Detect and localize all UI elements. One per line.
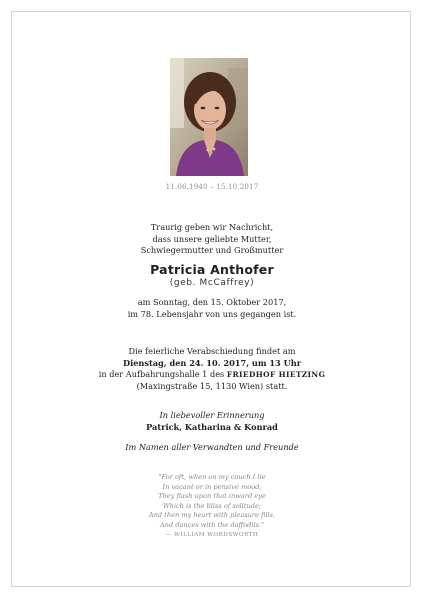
maiden-name: (geb. McCaffrey) xyxy=(169,278,255,288)
announcement-line: Traurig geben wir Nachricht, xyxy=(150,222,274,232)
funeral-intro: Die feierliche Verabschiedung findet am xyxy=(128,346,296,356)
remembrance-intro: In liebevoller Erinnerung xyxy=(159,410,265,420)
poem-line: Which is the bliss of solitude; xyxy=(162,501,262,510)
poem-line: "For oft, when on my couch I lie xyxy=(158,473,266,481)
deceased-name: Patricia Anthofer xyxy=(150,262,274,277)
announcement-line: Schwiegermutter und Großmutter xyxy=(140,245,284,255)
name-block xyxy=(0,262,424,289)
remembrance-names: Patrick, Katharina & Konrad xyxy=(146,421,278,432)
poem-line: In vacant or in pensive mood, xyxy=(162,482,262,491)
cemetery-name: FRIEDHOF HIETZING xyxy=(226,370,326,379)
funeral-location-prefix: in der Aufbahrungshalle 1 des xyxy=(98,369,227,379)
portrait-image xyxy=(170,58,248,176)
poem-line: And dances with the daffodils." xyxy=(159,520,265,529)
poem-author: — WILLIAM WORDSWORTH xyxy=(165,531,259,538)
funeral-address: (Maxingstraße 15, 1130 Wien) statt. xyxy=(136,380,288,391)
death-notice-block xyxy=(0,297,424,320)
poem-line: And then my heart with pleasure fills, xyxy=(148,511,276,520)
portrait-photo xyxy=(170,58,248,176)
poem-line: They flash upon that inward eye xyxy=(158,492,266,501)
death-notice-line: am Sonntag, den 15. Oktober 2017, xyxy=(137,297,287,307)
announcement-line: dass unsere geliebte Mutter, xyxy=(152,233,272,244)
life-dates: 11.06.1940 – 15.10.2017 xyxy=(165,183,259,191)
death-notice-line: im 78. Lebensjahr von uns gegangen ist. xyxy=(127,308,297,319)
relatives-line: Im Namen aller Verwandten und Freunde xyxy=(125,442,299,452)
poem-block xyxy=(0,473,424,538)
remembrance-block xyxy=(0,410,424,454)
funeral-location xyxy=(0,369,424,381)
announcement-block xyxy=(0,222,424,257)
funeral-date: Dienstag, den 24. 10. 2017, um 13 Uhr xyxy=(122,357,302,368)
funeral-block xyxy=(0,346,424,392)
